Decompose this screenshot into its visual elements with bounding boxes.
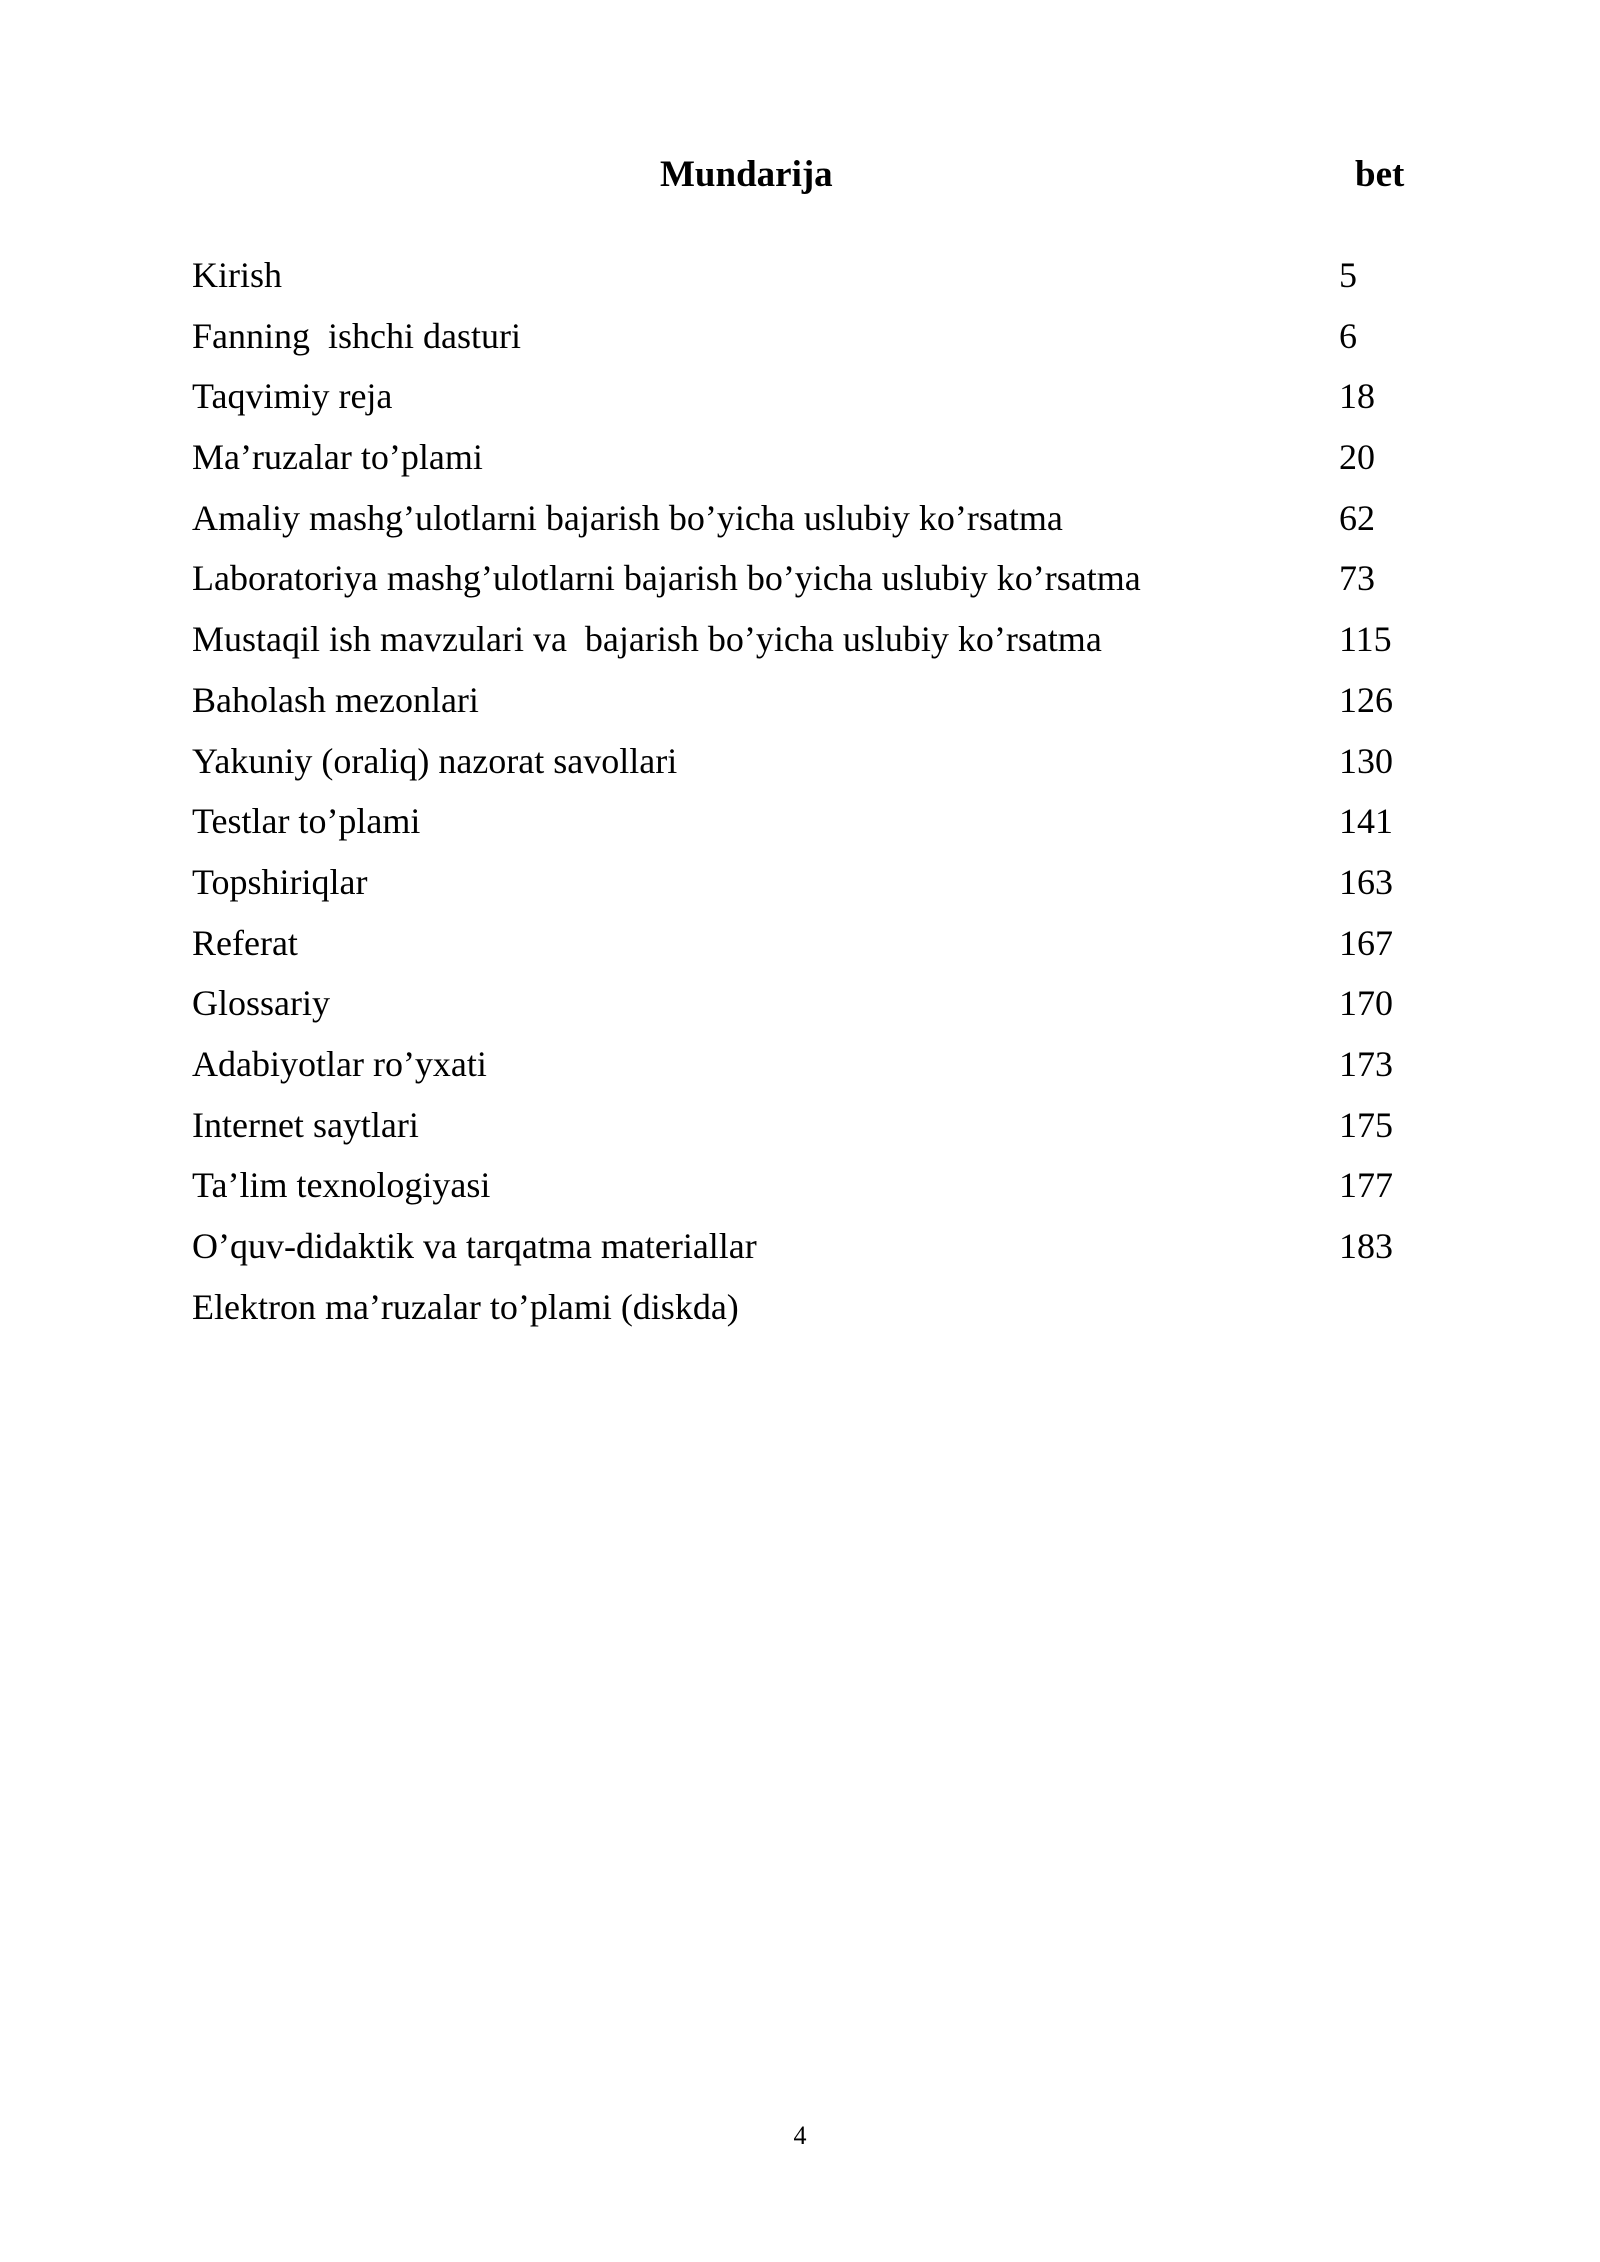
toc-entry-label: Adabiyotlar ro’yxati [192, 1043, 487, 1084]
toc-entry-label: Topshiriqlar [192, 861, 368, 902]
toc-entry-label: Taqvimiy reja [192, 376, 393, 417]
toc-entry-label: Amaliy mashg’ulotlarni bajarish bo’yicha uslubiy ko’rsatma [192, 497, 1063, 538]
toc-entry-label: Referat [192, 922, 298, 963]
toc-entry-page: 177 [1339, 1165, 1393, 1206]
toc-entry-label: Testlar to’plami [192, 801, 421, 842]
toc-entry [192, 551, 1442, 612]
toc-entry-page: 5 [1339, 255, 1357, 295]
toc-entry [192, 855, 1442, 916]
toc-entry [192, 1280, 1442, 1341]
toc-entry-label: Baholash mezonlari [192, 679, 479, 720]
toc-entry [192, 1098, 1442, 1159]
toc-entry-label: Fanning ishchi dasturi [192, 315, 521, 356]
toc-entry [192, 1219, 1442, 1280]
toc-entry-page: 183 [1339, 1226, 1393, 1266]
toc-entry-label: Laboratoriya mashg’ulotlarni bajarish bo’yicha uslubiy ko’rsatma [192, 558, 1141, 599]
toc-entry-page: 141 [1339, 801, 1393, 842]
table-of-contents [192, 248, 1442, 1340]
toc-entry-label: Ta’lim texnologiyasi [192, 1165, 491, 1206]
toc-entry [192, 794, 1442, 855]
toc-entry-page: 6 [1339, 315, 1357, 356]
toc-entry-label: O’quv-didaktik va tarqatma materiallar [192, 1226, 757, 1266]
toc-entry-page: 18 [1339, 376, 1375, 417]
toc-entry-page: 126 [1339, 679, 1393, 720]
toc-entry [192, 491, 1442, 552]
toc-entry [192, 612, 1442, 673]
toc-entry-label: Yakuniy (oraliq) nazorat savollari [192, 740, 678, 781]
toc-entry-label: Ma’ruzalar to’plami [192, 437, 483, 478]
toc-entry-page: 20 [1339, 437, 1375, 478]
toc-title: Mundarija [660, 154, 833, 195]
toc-entry-page: 173 [1339, 1043, 1393, 1084]
toc-entry-label: Glossariy [192, 983, 330, 1024]
toc-entry-page: 130 [1339, 740, 1393, 781]
toc-entry [192, 1158, 1442, 1219]
toc-entry [192, 430, 1442, 491]
page-number: 4 [793, 2121, 807, 2150]
toc-entry [192, 916, 1442, 977]
toc-entry-label: Mustaqil ish mavzulari va bajarish bo’yicha uslubiy ko’rsatma [192, 619, 1102, 660]
toc-heading [0, 150, 1600, 200]
toc-entry [192, 976, 1442, 1037]
toc-entry-page: 170 [1339, 983, 1393, 1024]
toc-entry-label: Kirish [192, 255, 282, 295]
toc-entry-page: 73 [1339, 558, 1375, 599]
toc-entry [192, 673, 1442, 734]
toc-entry-page: 163 [1339, 861, 1393, 902]
toc-entry-label: Elektron ma’ruzalar to’plami (diskda) [192, 1286, 739, 1327]
page-column-header: bet [1355, 154, 1405, 195]
toc-entry-page: 175 [1339, 1104, 1393, 1145]
toc-entry-page: 115 [1339, 619, 1392, 660]
toc-entry-label: Internet saytlari [192, 1104, 419, 1145]
toc-entry-page: 62 [1339, 497, 1375, 538]
toc-entry [192, 1037, 1442, 1098]
toc-entry-page: 167 [1339, 922, 1393, 963]
toc-entry [192, 734, 1442, 795]
toc-entry [192, 248, 1442, 309]
toc-entry [192, 369, 1442, 430]
toc-entry [192, 309, 1442, 370]
